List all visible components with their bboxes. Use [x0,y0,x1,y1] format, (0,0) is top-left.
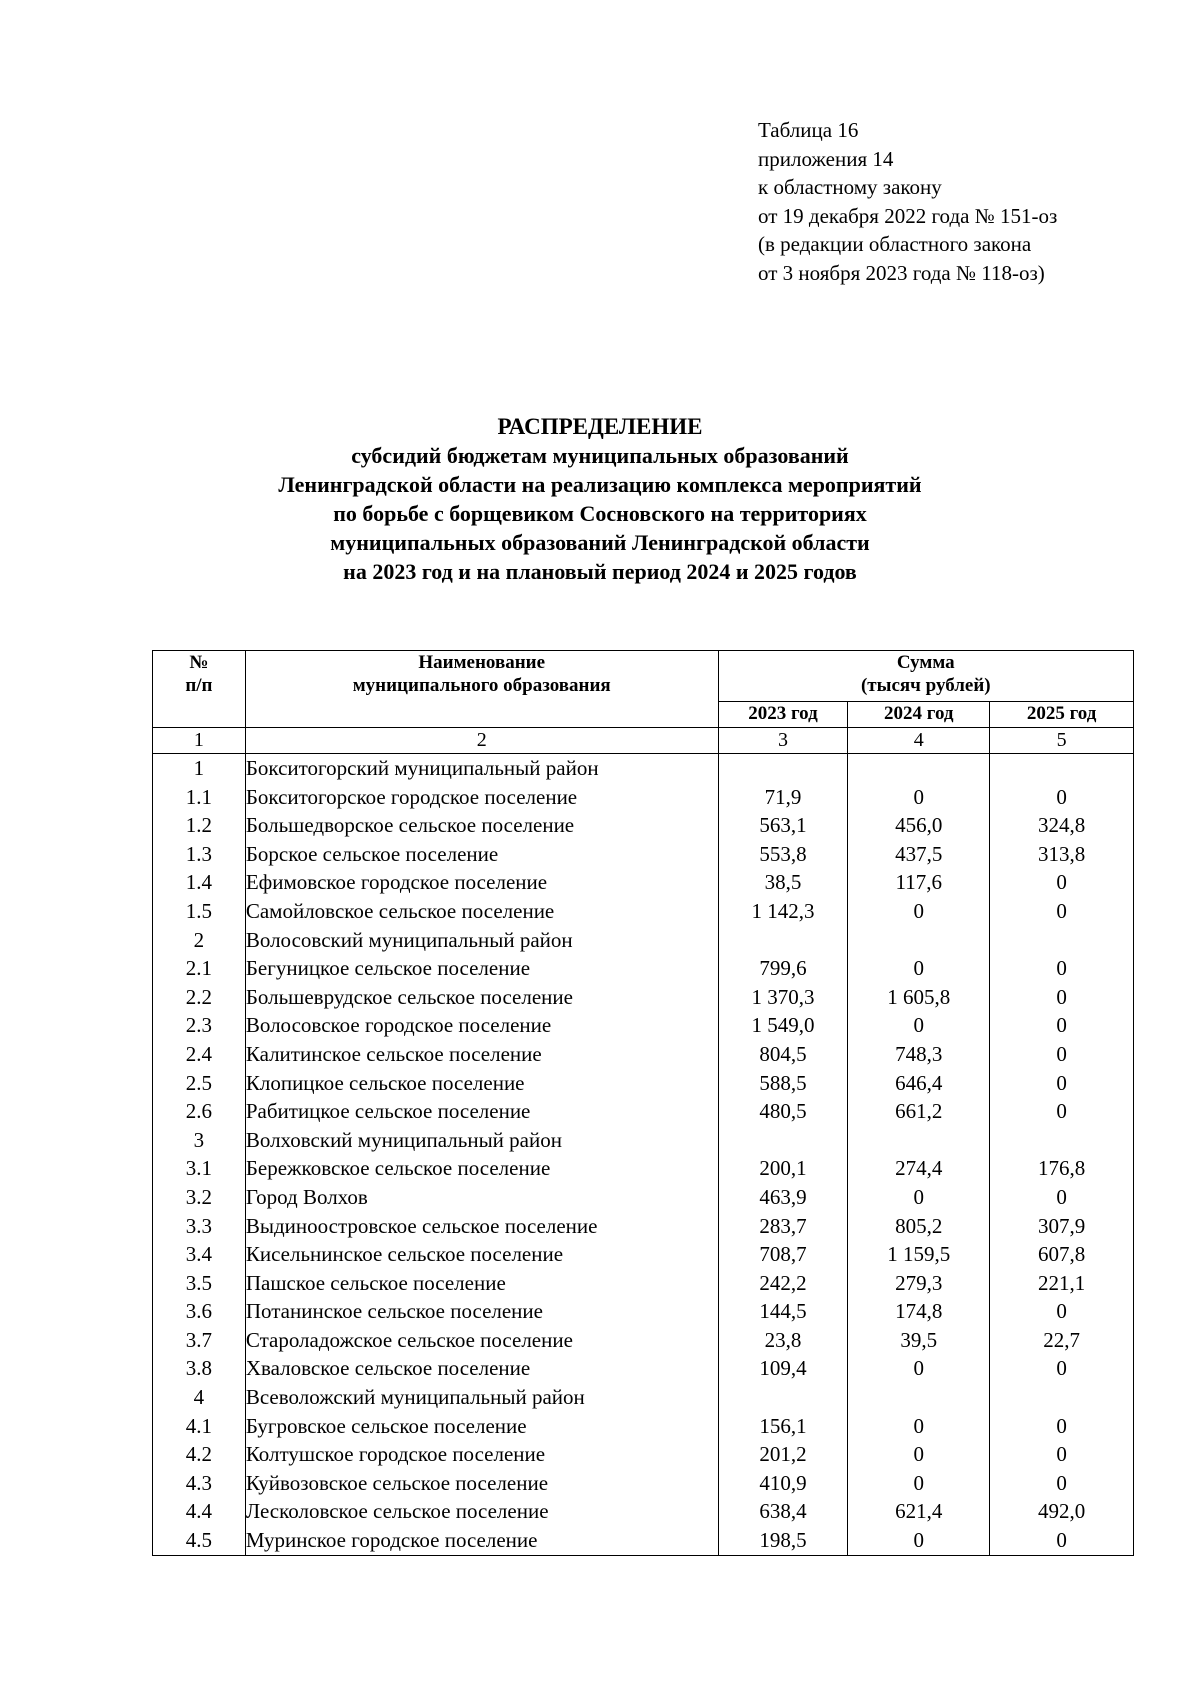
column-number: 5 [990,728,1134,754]
column-number: 2 [245,728,718,754]
title-line: Ленинградской области на реализацию комплекса мероприятий [278,472,922,497]
value-2024 [848,926,990,955]
column-number: 3 [718,728,848,754]
row-name: Город Волхов [245,1183,718,1212]
row-name: Колтушское городское поселение [245,1440,718,1469]
table-row [153,954,1134,983]
row-number: 3.3 [153,1212,246,1241]
table-row [153,897,1134,926]
value-2025: 0 [990,983,1134,1012]
value-2025: 607,8 [990,1240,1134,1269]
value-2024: 0 [848,1011,990,1040]
value-2023: 1 142,3 [718,897,848,926]
row-name: Бокситогорское городское поселение [245,783,718,812]
table-row [153,1183,1134,1212]
value-2024: 456,0 [848,811,990,840]
table-row [153,1440,1134,1469]
value-2023: 144,5 [718,1297,848,1326]
row-name: Пашское сельское поселение [245,1269,718,1298]
row-number: 2 [153,926,246,955]
appendix-line: к областному закону [758,175,942,199]
value-2025: 307,9 [990,1212,1134,1241]
table-row [153,1412,1134,1441]
value-2023 [718,1383,848,1412]
header-number-line2: п/п [185,675,213,696]
row-number: 3.5 [153,1269,246,1298]
title-line: субсидий бюджетам муниципальных образований [351,443,849,468]
value-2025: 0 [990,1440,1134,1469]
table-row [153,1383,1134,1412]
column-number: 1 [153,728,246,754]
header-name-line1: Наименование [418,652,546,673]
value-2023: 198,5 [718,1526,848,1555]
row-number: 3.7 [153,1326,246,1355]
row-number: 1.1 [153,783,246,812]
table-row [153,840,1134,869]
appendix-line: от 19 декабря 2022 года № 151-оз [758,203,1058,228]
value-2024: 1 159,5 [848,1240,990,1269]
row-name: Волосовский муниципальный район [245,926,718,955]
row-name: Самойловское сельское поселение [245,897,718,926]
value-2025: 0 [990,1183,1134,1212]
value-2023: 588,5 [718,1069,848,1098]
value-2023: 480,5 [718,1097,848,1126]
row-number: 4 [153,1383,246,1412]
value-2025: 313,8 [990,840,1134,869]
value-2025: 176,8 [990,1154,1134,1183]
value-2024: 748,3 [848,1040,990,1069]
value-2023: 1 549,0 [718,1011,848,1040]
value-2023 [718,754,848,783]
appendix-line: (в редакции областного закона [758,232,1032,256]
table-row [153,1212,1134,1241]
distribution-table [152,650,1134,1556]
row-name: Потанинское сельское поселение [245,1297,718,1326]
value-2025: 221,1 [990,1269,1134,1298]
value-2024: 39,5 [848,1326,990,1355]
row-name: Калитинское сельское поселение [245,1040,718,1069]
value-2023: 200,1 [718,1154,848,1183]
header-name-line2: муниципального образования [352,675,611,696]
value-2024: 0 [848,1412,990,1441]
value-2025: 0 [990,1040,1134,1069]
value-2024: 646,4 [848,1069,990,1098]
header-year-2023: 2023 год [718,702,848,728]
row-name: Клопицкое сельское поселение [245,1069,718,1098]
value-2024: 279,3 [848,1269,990,1298]
value-2023: 410,9 [718,1469,848,1498]
value-2024: 621,4 [848,1497,990,1526]
value-2024: 1 605,8 [848,983,990,1012]
value-2024: 0 [848,1469,990,1498]
value-2023: 38,5 [718,868,848,897]
row-number: 4.4 [153,1497,246,1526]
row-name: Лесколовское сельское поселение [245,1497,718,1526]
header-sum-line1: Сумма [896,652,955,673]
value-2023: 1 370,3 [718,983,848,1012]
value-2023: 463,9 [718,1183,848,1212]
table-row [153,926,1134,955]
value-2025: 0 [990,1526,1134,1555]
row-name: Большеврудское сельское поселение [245,983,718,1012]
value-2025: 0 [990,1011,1134,1040]
value-2023: 242,2 [718,1269,848,1298]
table-row [153,1497,1134,1526]
value-2023: 23,8 [718,1326,848,1355]
row-name: Муринское городское поселение [245,1526,718,1555]
table-row [153,1011,1134,1040]
row-number: 2.2 [153,983,246,1012]
value-2024 [848,754,990,783]
row-name: Ефимовское городское поселение [245,868,718,897]
value-2024: 174,8 [848,1297,990,1326]
value-2024: 0 [848,1354,990,1383]
value-2025 [990,754,1134,783]
row-number: 3.8 [153,1354,246,1383]
row-number: 2.5 [153,1069,246,1098]
appendix-line: Таблица 16 [758,118,859,142]
table-row [153,1126,1134,1155]
row-name: Волховский муниципальный район [245,1126,718,1155]
row-name: Бережковское сельское поселение [245,1154,718,1183]
header-year-2024: 2024 год [848,702,990,728]
row-name: Куйвозовское сельское поселение [245,1469,718,1498]
appendix-line: приложения 14 [758,146,894,171]
value-2023: 156,1 [718,1412,848,1441]
value-2025: 0 [990,1412,1134,1441]
table-row [153,1354,1134,1383]
table-row [153,1269,1134,1298]
value-2023 [718,926,848,955]
row-number: 2.3 [153,1011,246,1040]
table-row [153,754,1134,783]
value-2024: 0 [848,954,990,983]
value-2024: 0 [848,1440,990,1469]
value-2025: 0 [990,1297,1134,1326]
header-name [245,651,718,728]
value-2025: 0 [990,897,1134,926]
table-row [153,1297,1134,1326]
table-row [153,1154,1134,1183]
row-number: 4.2 [153,1440,246,1469]
value-2025: 0 [990,1354,1134,1383]
value-2025 [990,1126,1134,1155]
value-2025: 0 [990,868,1134,897]
row-number: 2.1 [153,954,246,983]
title-line: по борьбе с борщевиком Сосновского на территориях [333,501,867,526]
title-heading: РАСПРЕДЕЛЕНИЕ [497,414,703,439]
row-name: Бугровское сельское поселение [245,1412,718,1441]
row-number: 3.2 [153,1183,246,1212]
row-number: 1.4 [153,868,246,897]
row-name: Борское сельское поселение [245,840,718,869]
value-2024: 0 [848,1183,990,1212]
value-2024: 0 [848,783,990,812]
row-name: Бегуницкое сельское поселение [245,954,718,983]
table-row [153,1040,1134,1069]
value-2024 [848,1383,990,1412]
row-number: 1.2 [153,811,246,840]
value-2023 [718,1126,848,1155]
value-2024: 274,4 [848,1154,990,1183]
document-title [0,412,1200,586]
row-name: Волосовское городское поселение [245,1011,718,1040]
title-line: на 2023 год и на плановый период 2024 и 2025 годов [343,559,857,584]
value-2023: 708,7 [718,1240,848,1269]
column-number: 4 [848,728,990,754]
value-2024: 117,6 [848,868,990,897]
table-row [153,983,1134,1012]
row-name: Бокситогорский муниципальный район [245,754,718,783]
header-sum-line2: (тысяч рублей) [860,675,991,696]
table-header [153,651,1134,754]
row-number: 3 [153,1126,246,1155]
value-2023: 553,8 [718,840,848,869]
header-number-line1: № [189,652,209,673]
row-number: 1.5 [153,897,246,926]
value-2024: 0 [848,897,990,926]
row-name: Большедворское сельское поселение [245,811,718,840]
table-row [153,811,1134,840]
appendix-line: от 3 ноября 2023 года № 118-оз) [758,260,1045,285]
value-2023: 201,2 [718,1440,848,1469]
value-2024: 805,2 [848,1212,990,1241]
table-row [153,783,1134,812]
value-2024: 437,5 [848,840,990,869]
row-name: Всеволожский муниципальный район [245,1383,718,1412]
value-2025: 492,0 [990,1497,1134,1526]
value-2024 [848,1126,990,1155]
value-2023: 638,4 [718,1497,848,1526]
table-row [153,1240,1134,1269]
value-2023: 71,9 [718,783,848,812]
row-name: Выдиноостровское сельское поселение [245,1212,718,1241]
value-2023: 109,4 [718,1354,848,1383]
value-2024: 661,2 [848,1097,990,1126]
header-year-2025: 2025 год [990,702,1134,728]
row-number: 3.4 [153,1240,246,1269]
header-number [153,651,246,728]
row-number: 2.6 [153,1097,246,1126]
value-2025: 0 [990,783,1134,812]
value-2025: 0 [990,1469,1134,1498]
table-row [153,1097,1134,1126]
table-row [153,868,1134,897]
value-2025: 0 [990,1069,1134,1098]
row-number: 4.1 [153,1412,246,1441]
row-number: 1.3 [153,840,246,869]
table-row [153,1326,1134,1355]
row-number: 2.4 [153,1040,246,1069]
table-body [153,754,1134,1556]
table-row [153,1469,1134,1498]
value-2024: 0 [848,1526,990,1555]
value-2025: 22,7 [990,1326,1134,1355]
row-name: Староладожское сельское поселение [245,1326,718,1355]
row-number: 3.1 [153,1154,246,1183]
row-number: 1 [153,754,246,783]
row-name: Хваловское сельское поселение [245,1354,718,1383]
value-2025: 0 [990,954,1134,983]
row-name: Рабитицкое сельское поселение [245,1097,718,1126]
title-line: муниципальных образований Ленинградской области [330,530,870,555]
row-name: Кисельнинское сельское поселение [245,1240,718,1269]
value-2025 [990,926,1134,955]
row-number: 3.6 [153,1297,246,1326]
value-2025 [990,1383,1134,1412]
row-number: 4.5 [153,1526,246,1555]
value-2023: 283,7 [718,1212,848,1241]
header-sum [718,651,1133,702]
value-2023: 804,5 [718,1040,848,1069]
value-2025: 0 [990,1097,1134,1126]
table-row [153,1069,1134,1098]
appendix-reference [758,116,1057,287]
value-2023: 799,6 [718,954,848,983]
row-number: 4.3 [153,1469,246,1498]
column-number-row [153,728,1134,754]
value-2025: 324,8 [990,811,1134,840]
value-2023: 563,1 [718,811,848,840]
table-row [153,1526,1134,1555]
